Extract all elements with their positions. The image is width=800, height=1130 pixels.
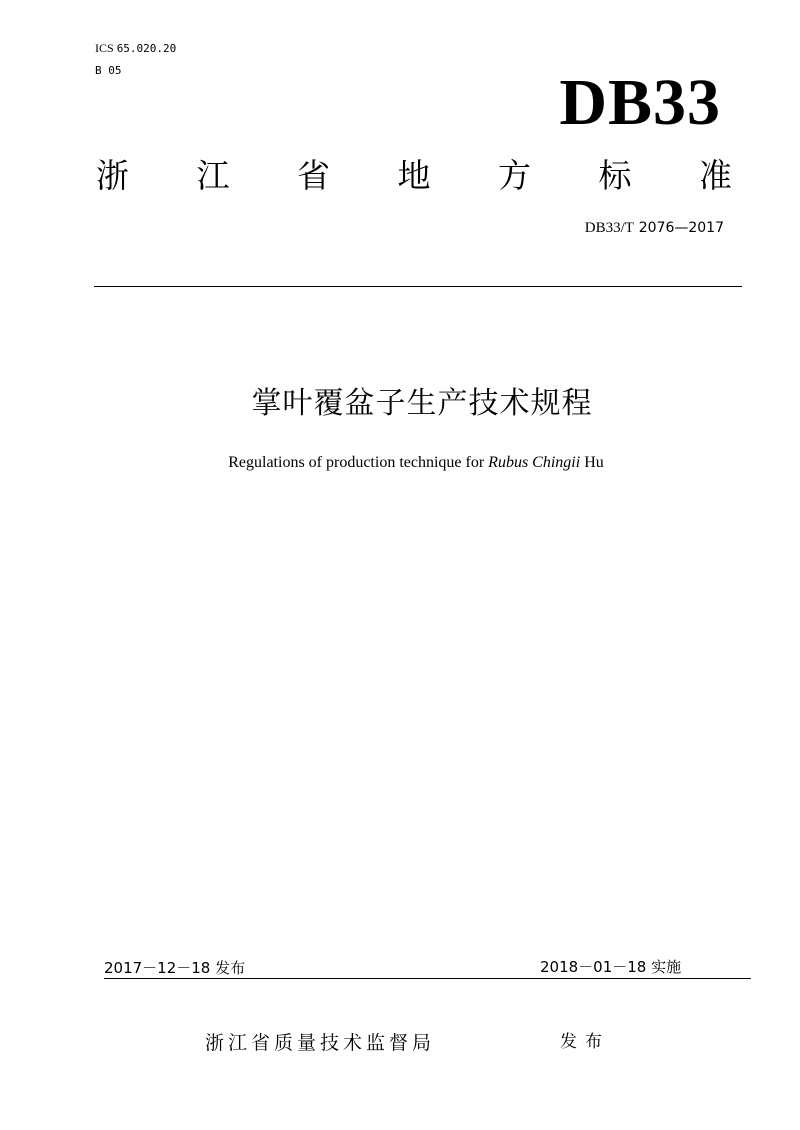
ics-label: ICS <box>95 41 114 55</box>
issue-date: 2017－12－18 发布 <box>104 959 246 977</box>
ics-number: 65.020.20 <box>116 42 177 55</box>
standard-type-char: 准 <box>699 156 732 195</box>
standard-number-year: 2076—2017 <box>638 220 724 236</box>
english-title-species: Rubus Chingii <box>488 454 581 471</box>
ccs-code: B 05 <box>95 64 122 77</box>
standard-type-char: 省 <box>297 156 330 195</box>
standard-type-heading <box>96 156 732 196</box>
standard-type-char: 地 <box>397 156 431 195</box>
standard-type-char: 江 <box>196 156 230 195</box>
top-divider <box>94 286 742 287</box>
document-title-english <box>0 453 800 473</box>
standard-type-char: 标 <box>598 156 632 195</box>
bottom-divider <box>104 978 751 979</box>
standard-type-char: 浙 <box>96 156 129 195</box>
document-title-chinese: 掌叶覆盆子生产技术规程 <box>251 386 593 421</box>
standard-type-char: 方 <box>498 156 531 195</box>
english-title-author: Hu <box>580 454 604 471</box>
issuing-authority: 浙江省质量技术监督局 <box>205 1032 436 1054</box>
standard-number <box>585 218 724 237</box>
implementation-date: 2018－01－18 实施 <box>540 958 682 976</box>
issue-label: 发布 <box>560 1032 610 1052</box>
standard-number-prefix: DB33/T <box>584 220 634 236</box>
english-title-main: Regulations of production technique for <box>228 454 489 471</box>
ics-code <box>95 41 176 56</box>
standard-code-logo: DB33 <box>559 66 721 139</box>
